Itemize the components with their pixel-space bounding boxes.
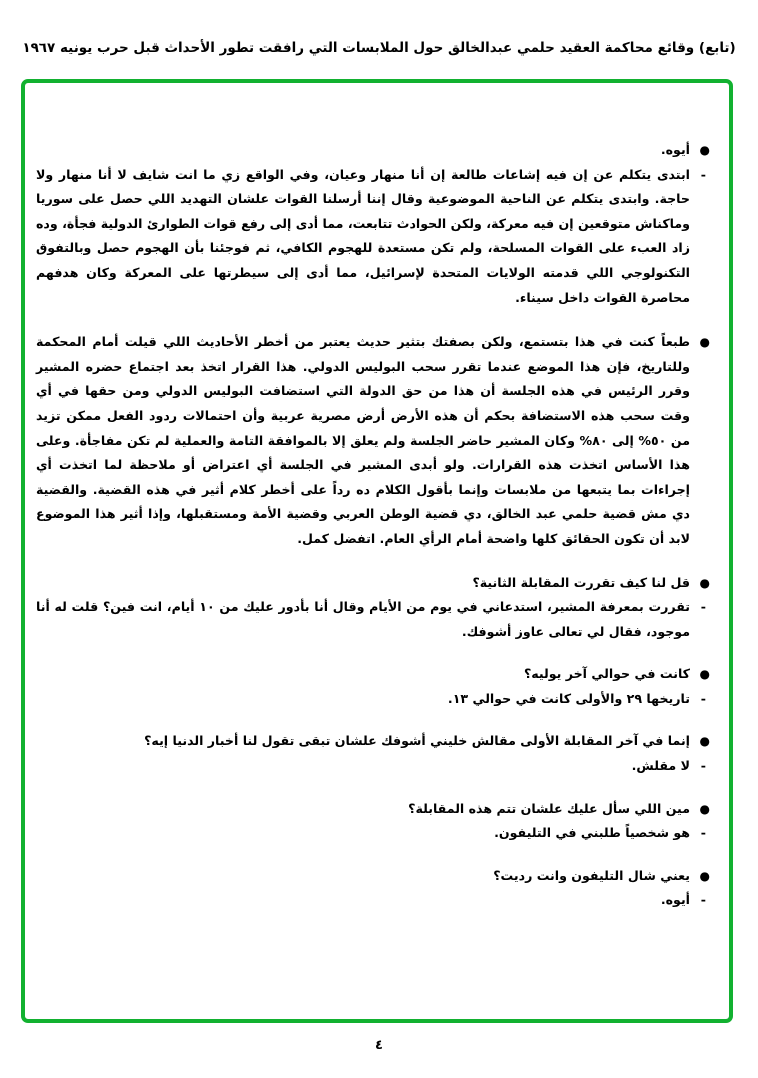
answer-text: هو شخصياً طلبني في التليفون. (494, 825, 690, 841)
dash-icon: - (700, 690, 706, 706)
spacer (36, 552, 712, 571)
dash-icon: - (700, 599, 706, 615)
statement-text: طبعاً كنت في هذا بتستمع، ولكن بصفتك بتثير حديث يعتبر من أخطر الأحاديث اللي قيلت أمام المحكمة وللتاريخ، فإن هذا الموضع عندما تقرر سحب البوليس الدولي. هذا القرار اتخذ بعد اجتماع حضره المشير وقرر الرئيس في هذه الجلسة أن هذا من حق الدولة التي استضافت البوليس الدولي ومن حقها في أي وقت سحب هذه الاستضافة بحكم أن هذه الأرض أرض مصرية عربية وأن احتمالات ردود الفعل ممكن تزيد من ٥٠% إلى ٨٠% وكان المشير حاضر الجلسة ولم يعلق إلا بالموافقة التامة والعملية لم تكن مفاجأة. وعلى هذا الأساس اتخذت هذه القرارات. ولو أبدى المشير في الجلسة أي اعتراض أو ملاحظة لما اتخذت أي إجراءات بما يتبعها من ملابسات وإنما بأقول الكلام ده رداً على أخطر كلام أثير في هذه القضية. والقضية دي مش قضية حلمي عبد الخالق، دي قضية الوطن العربي وقضية الأمة ومستقبلها، وإذا أثير هذا الموضوع لابد أن تكون الحقائق كلها واضحة أمام الرأي العام. اتفضل كمل. (36, 334, 691, 546)
answer-item (36, 687, 712, 712)
dash-icon: - (700, 166, 706, 182)
bullet-item (36, 864, 712, 889)
bullet-item (36, 662, 712, 687)
answer-item (36, 163, 712, 311)
transcript-block (36, 138, 712, 310)
bullet-icon: ● (699, 734, 710, 749)
bullet-item (36, 797, 712, 822)
bullet-icon: ● (699, 667, 710, 682)
bullet-icon: ● (699, 143, 710, 157)
answer-item (36, 754, 712, 779)
spacer (36, 644, 712, 662)
spacer (36, 310, 712, 330)
bullet-item (36, 330, 712, 551)
question-text: قل لنا كيف تقررت المقابلة الثانية؟ (472, 574, 690, 590)
spacer (36, 711, 712, 729)
question-text: كانت في حوالي آخر يوليه؟ (523, 666, 690, 682)
bullet-item (36, 729, 712, 754)
transcript-block (36, 729, 712, 778)
answer-text: تاريخها ٢٩ والأولى كانت في حوالي ١٣. (447, 690, 690, 706)
bullet-icon: ● (699, 335, 710, 350)
question-text: مين اللي سأل عليك علشان تتم هذه المقابلة؟ (408, 800, 690, 816)
page-header-title: (تابع) وقائع محاكمة العقيد حلمي عبدالخالق حول الملابسات التي رافقت تطور الأحداث قبل حرب يونيه ١٩٦٧ (22, 40, 736, 56)
answer-text: ابتدى يتكلم عن إن فيه إشاعات طالعة إن أنا منهار وعيان، وفي الواقع زي ما انت شايف لا أنا منهار ولا حاجة. وابتدى يتكلم عن الناحية الموضوعية وقال إننا أرسلنا القوات علشان التهديد اللي حصل على سوريا وماكناش متوقعين إن فيه معركة، ولكن الحوادث تتابعت، مما أدى إلى رفع قوات الطوارئ الدولية فجأة، وده زاد العبء على القوات المسلحة، ولم تكن مستعدة للهجوم الكافي، ثم فوجئنا بأن الهجوم حصل وبالتفوق التكنولوجي اللي قدمته الولايات المتحدة لإسرائيل، مما أدى إلى سيطرتها على المعركة وكان هدفهم محاصرة القوات داخل سيناء. (36, 166, 690, 305)
transcript-block (36, 330, 712, 551)
dash-icon: - (700, 892, 706, 908)
transcript-block (36, 571, 712, 645)
answer-item (36, 821, 712, 846)
question-text: أيوه. (660, 142, 690, 157)
spacer (36, 846, 712, 864)
answer-text: أيوه. (660, 892, 690, 908)
transcript-content (36, 138, 712, 913)
dash-icon: - (700, 825, 706, 841)
question-text: يعني شال التليفون وانت رديت؟ (493, 867, 690, 883)
question-text: إنما في آخر المقابلة الأولى مقالش خليني أشوفك علشان تبقى تقول لنا أخبار الدنيا إيه؟ (144, 733, 690, 749)
transcript-block (36, 864, 712, 913)
transcript-block (36, 662, 712, 711)
bullet-icon: ● (699, 801, 710, 816)
answer-text: تقررت بمعرفة المشير، استدعاني في يوم من الأيام وقال أنا بأدور عليك من ١٠ أيام، انت فين؟ قلت له أنا موجود، فقال لي تعالى عاوز أشوفك. (36, 599, 690, 639)
spacer (36, 779, 712, 797)
bullet-item (36, 138, 712, 163)
bullet-icon: ● (699, 868, 710, 883)
page-number: ٤ (375, 1038, 383, 1053)
dash-icon: - (700, 758, 706, 774)
bullet-item (36, 571, 712, 596)
answer-text: لا مقلش. (631, 758, 690, 774)
answer-item (36, 595, 712, 644)
bullet-icon: ● (699, 575, 710, 590)
transcript-block (36, 797, 712, 846)
answer-item (36, 888, 712, 913)
